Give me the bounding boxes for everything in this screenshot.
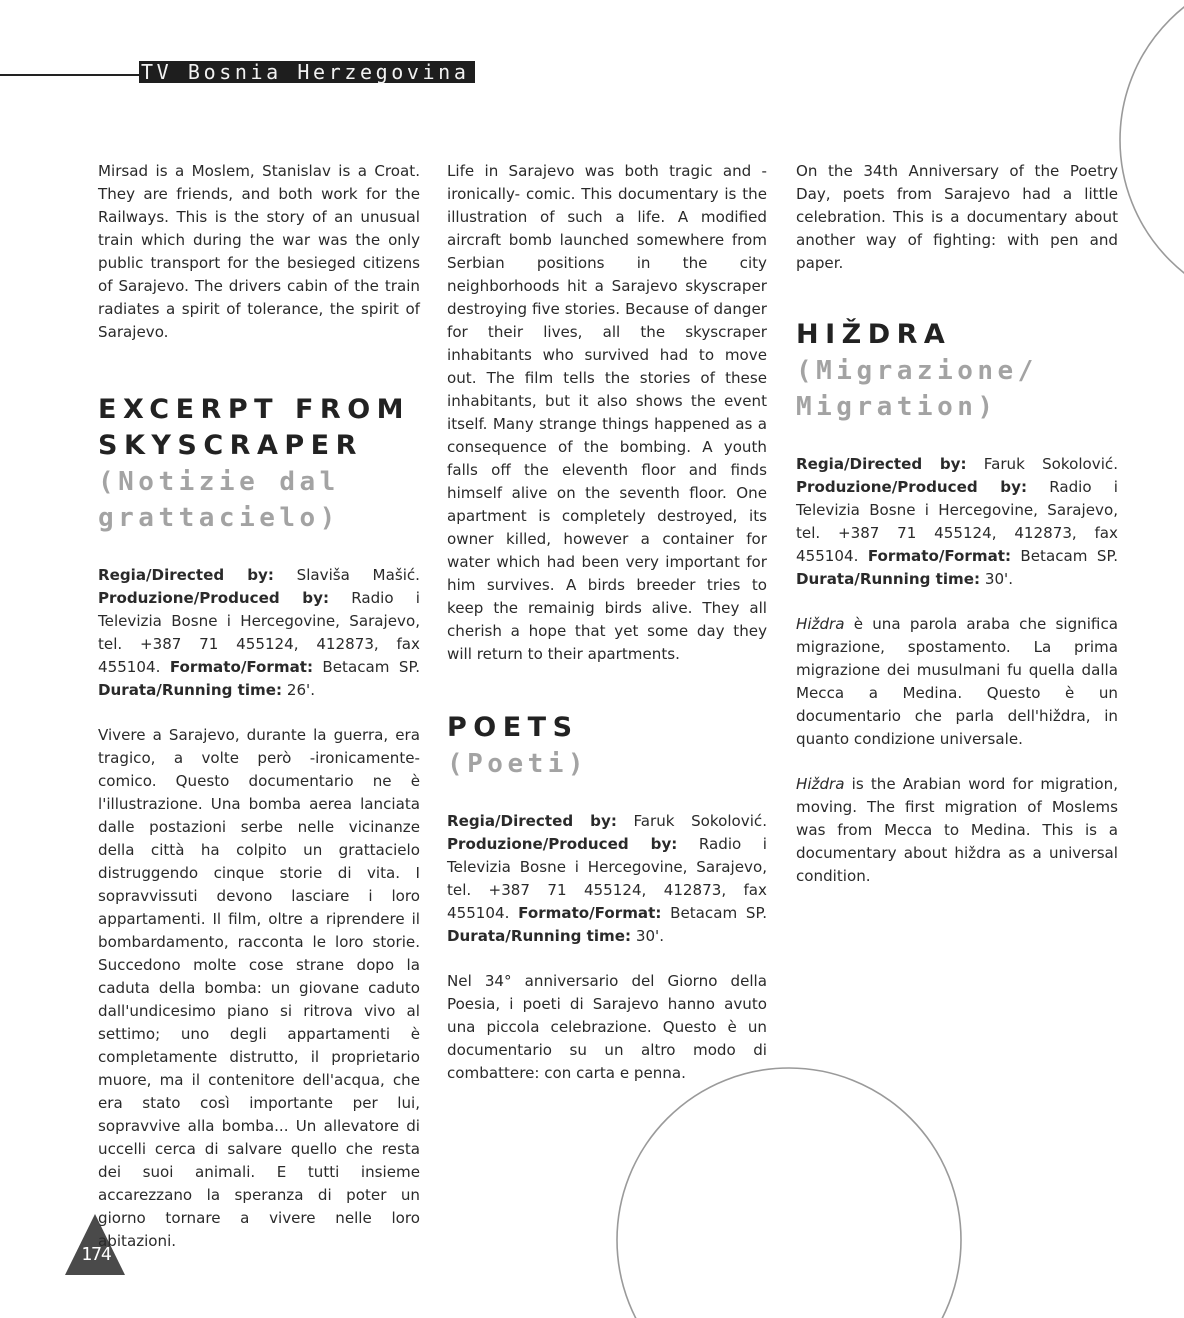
column-2 [447, 160, 767, 1107]
film-title-hizdra: HIŽDRA [796, 319, 952, 350]
english-description-hizdra: Hiždra is the Arabian word for migration, moving. The first migration of Moslems was from Mecca to Medina. This is a documentary about hiždra as a universal condition. [796, 775, 1118, 885]
film-title-poets: POETS [447, 712, 579, 743]
train-description: Mirsad is a Moslem, Stanislav is a Croat. They are friends, and both work for the Railways. This is the story of an unusual train which during the war was the only public transport for the besieged citizens of Sarajevo. The drivers cabin of the train radiates a spirit of tolerance, the spirit of Sarajevo. [98, 162, 420, 341]
decorative-arc-top-right [1120, 0, 1184, 310]
film-subtitle-skyscraper: (Notizie dal grattacielo) [98, 467, 340, 533]
credits-hizdra: Regia/Directed by: Faruk Sokolović. Produzione/Produced by: Radio i Televizia Bosne i Hercegovine, Sarajevo, tel. +387 71 455124, 412873, fax 455104. Formato/Format: Betacam SP. Durata/Running time: 30'. [796, 455, 1118, 588]
italian-description-skyscraper: Vivere a Sarajevo, durante la guerra, era tragico, a volte però -ironicamente- comico. Questo documentario ne è l'illustrazione. Una bomba aerea lanciata dalle postazioni serbe nelle vicinanze della città ha colpito un grattacielo distruggendo cinque storie di vita. I sopravvissuti devono lasciare i loro appartamenti. Il film, oltre a riprendere il bombardamento, racconta le loro storie. Succedono molte cose strane dopo la caduta della bomba: un giovane caduto dall'undicesimo piano si ritrova vivo al settimo; uno degli appartamenti è completamente distrutto, il proprietario muore, ma il contenitore dell'acqua, che era stato così importante per lui, sopravvive alla bomba... Un allevatore di uccelli cerca di salvare quello che resta dei suoi animali. E tutti insieme accarezzano la speranza di poter un giorno tornare a vivere nelle loro abitazioni. [98, 726, 420, 1250]
film-subtitle-poets: (Poeti) [447, 749, 589, 779]
header-rule [0, 74, 142, 76]
credits-skyscraper: Regia/Directed by: Slaviša Mašić. Produzione/Produced by: Radio i Televizia Bosne i Hercegovine, Sarajevo, tel. +387 71 455124, 412873, fax 455104. Formato/Format: Betacam SP. Durata/Running time: 26'. [98, 566, 420, 699]
italian-description-hizdra: Hiždra è una parola araba che significa migrazione, spostamento. La prima migrazione dei musulmani fu quella dalla Mecca a Medina. Questo è un documentario che parla dell'hiždra, in quanto condizione universale. [796, 615, 1118, 748]
film-title-skyscraper: EXCERPT FROM SKYSCRAPER [98, 394, 411, 461]
english-description-skyscraper: Life in Sarajevo was both tragic and -ironically- comic. This documentary is the illustration of such a life. A modified aircraft bomb launched somewhere from Serbian positions in the city neighborhoods hit a Sarajevo skyscraper destroying five stories. Because of danger for their lives, all the skyscraper inhabitants who survived had to move out. The film tells the stories of these inhabitants, but it also shows the event itself. Many strange things happened as a consequence of the bombing. A youth falls off the eleventh floor and finds himself alive on the seventh floor. One apartment is completely destroyed, its owner killed, however a container for water which had been very important for him survives. A birds breeder tries to keep the remainig birds alive. They all cherish a hope that yet some day they will return to their apartments. [447, 162, 767, 663]
credits-poets: Regia/Directed by: Faruk Sokolović. Produzione/Produced by: Radio i Televizia Bosne i Hercegovine, Sarajevo, tel. +387 71 455124, 412873, fax 455104. Formato/Format: Betacam SP. Durata/Running time: 30'. [447, 812, 767, 945]
film-subtitle-hizdra: (Migrazione/ Migration) [796, 356, 1038, 422]
italian-description-poets: Nel 34° anniversario del Giorno della Poesia, i poeti di Sarajevo hanno avuto una piccola celebrazione. Questo è un documentario su un altro modo di combattere: con carta e penna. [447, 972, 767, 1082]
column-3 [796, 160, 1118, 910]
english-description-poets: On the 34th Anniversary of the Poetry Day, poets from Sarajevo had a little celebration. This is a documentary about another way of fighting: with pen and paper. [796, 162, 1118, 272]
section-header: TV Bosnia Herzegovina [139, 61, 475, 83]
column-1 [98, 160, 420, 1275]
page-number: 174 [81, 1244, 111, 1265]
